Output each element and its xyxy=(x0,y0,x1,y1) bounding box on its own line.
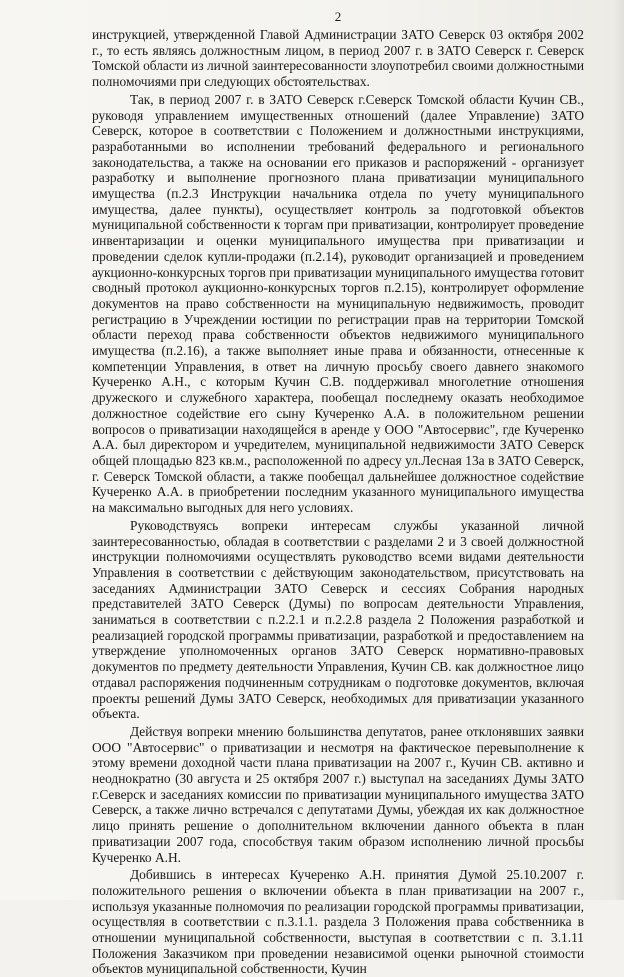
paragraph-decision: Добившись в интересах Кучеренко А.Н. принятия Думой 25.10.2007 г. положительного решения о включении объекта в план приватизации на 2007 г., используя указанные полномочия по реализации городской программы приватизации, осуществляя в соответствии с п.3.1.1. раздела 3 Положения права собственника в отношении муниципальной собственности, выступая в соответствии с п. 3.1.11 Положения Заказчиком при проведении независимой оценки рыночной стоимости объектов муниципальной собственности, Кучин xyxy=(92,867,584,977)
paragraph-duma-actions: Действуя вопреки мнению большинства депутатов, ранее отклонявших заявки ООО "Автосервис" о приватизации и несмотря на фактическое перевыполнение к этому времени доходной части плана приватизации на 2007 г., Кучин СВ. активно и неоднократно (30 августа и 25 октября 2007 г.) выступал на заседаниях Думы ЗАТО г.Северск и заседаниях комиссии по приватизации муниципального имущества ЗАТО Северск, а также лично встречался с депутатами Думы, убеждая их как должностное лицо принять решение о дополнительном включении данного объекта в план приватизации 2007 года, способствуя таким образом исполнению личной просьбы Кучеренко А.Н. xyxy=(92,723,584,865)
paragraph-continuation: инструкцией, утвержденной Главой Администрации ЗАТО Северск 03 октября 2002 г., то есть являясь должностным лицом, в период 2007 г. в ЗАТО Северск г. Северск Томской области из личной заинтересованности злоупотребил своими должностными полномочиями при следующих обстоятельствах. xyxy=(92,27,584,90)
paragraph-circumstances: Так, в период 2007 г. в ЗАТО Северск г.Северск Томской области Кучин СВ., руководя управлением имущественных отношений (далее Управление) ЗАТО Северск, которое в соответствии с Положением и должностными инструкциями, разработанными во исполнении требований федерального и регионального законодательства, а также на основании его приказов и распоряжений - организует разработку и выполнение прогнозного плана приватизации муниципального имущества (п.2.3 Инструкции начальника отдела по учету муниципального имущества, далее пункты), осуществляет контроль за подготовкой объектов муниципальной собственности к торгам при приватизации, контролирует проведение инвентаризации и оценки муниципального имущества при приватизации и проведении сделок купли-продажи (п.2.14), руководит организацией и проведением аукционно-конкурсных торгов при приватизации муниципального имущества готовит сводный протокол аукционно-конкурсных торгов п.2.15), контролирует оформление документов на право собственности на муниципальную недвижимость, проводит регистрацию в Учреждении юстиции по регистрации прав на территории Томской области переход права собственности объектов недвижимого муниципального имущества (п.2.16), а также выполняет иные права и обязанности, отнесенные к компетенции Управления, в ответ на личную просьбу своего давнего знакомого Кучеренко А.Н., с которым Кучин С.В. поддерживал многолетние отношения дружеского и служебного характера, пообещал последнему оказать необходимое должностное содействие его сыну Кучеренко А.А. в положительном решении вопросов о приватизации находящейся в аренде у ООО "Автосервис", где Кучеренко А.А. был директором и учредителем, муниципальной недвижимости ЗАТО Северск общей площадью 823 кв.м., расположенной по адресу ул.Лесная 13а в ЗАТО Северск, г. Северск Томской области, а также пообещал дальнейшее должностное содействие Кучеренко А.А. в приобретении последним указанного муниципального имущества на максимально выгодных для него условиях. xyxy=(92,91,584,516)
page-edge-shadow xyxy=(614,0,624,900)
paragraph-authority: Руководствуясь вопреки интересам службы указанной личной заинтересованностью, обладая в соответствии с разделами 2 и 3 своей должностной инструкции полномочиями осуществлять руководство всеми видами деятельности Управления в соответствии с действующим законодательством, присутствовать на заседаниях Администрации ЗАТО Северск и сессиях Собрания народных представителей ЗАТО Северск (Думы) по вопросам деятельности Управления, заниматься в соответствии с п.2.2.1 и п.2.2.8 раздела 2 Положения разработкой и реализацией городской программы приватизации, разработкой и предоставлением на утверждение уполномоченных органов ЗАТО Северск нормативно-правовых документов по предмету деятельности Управления, Кучин СВ. как должностное лицо отдавал распоряжения подчиненным сотрудникам о подготовке документов, включая проекты решений Думы ЗАТО Северск, необходимых для приватизации указанного объекта. xyxy=(92,517,584,722)
page-number: 2 xyxy=(334,9,342,24)
